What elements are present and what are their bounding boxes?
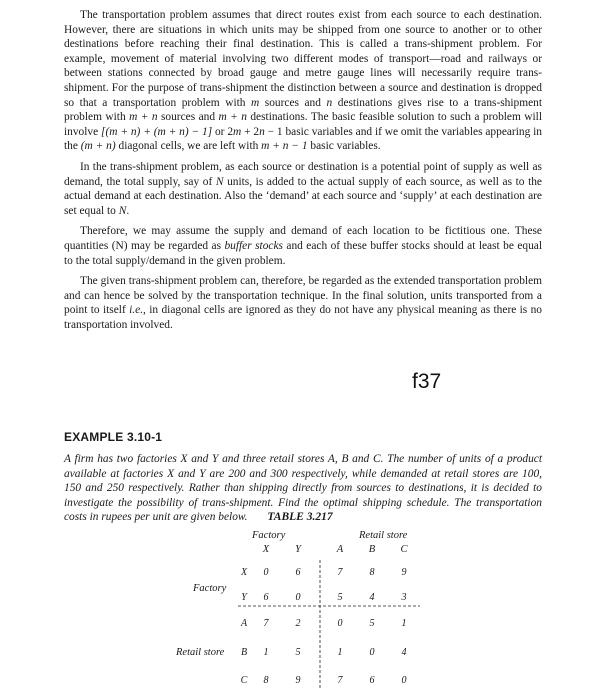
table-cell: 0 [337, 618, 343, 629]
table-row [240, 618, 407, 629]
table-cell: 5 [337, 592, 343, 603]
table-cell: 4 [401, 647, 407, 658]
paragraph-transshipment-intro: The transportation problem assumes that direct routes exist from each source to each destination. However, there are situations in which units may be shipped from one source to another or to other destinations before reaching their final destination. This is called a trans-shipment problem. For example, movement of material involving two different modes of transport—road and railways or between stations connected by broad gauge and metre gauge lines will necessarily require trans-shipment. For the purpose of trans-shipment the distinction between a source and destination is dropped so that a transportation problem with m sources and n destinations gives rise to a trans-shipment problem with m + n sources and m + n destinations. The basic feasible solution to such a problem will involve [(m + n) + (m + n) − 1] or 2m + 2n − 1 basic variables and if we omit the variables appearing in the (m + n) diagonal cells, we are left with m + n − 1 basic variables. [64, 9, 542, 153]
paragraph-extended-problem: The given trans-shipment problem can, therefore, be regarded as the extended transportation problem and can hence be solved by the transportation technique. In the final solution, units transported from a point to itself i.e., in diagonal cells are ignored as they do not have any physical meaning as there is no transportation involved. [64, 275, 542, 331]
table-row [241, 592, 406, 603]
row-label: B [240, 647, 248, 658]
table-cell: 9 [401, 567, 407, 578]
table-row [241, 675, 407, 686]
row-label: Y [241, 592, 247, 603]
row-group-retail: Retail store [176, 647, 225, 658]
table-cell: 8 [369, 567, 375, 578]
table-cell: 2 [295, 618, 301, 629]
table-cell: 6 [263, 592, 269, 603]
col-header-b: B [368, 544, 376, 555]
paragraph-supply-demand: In the trans-shipment problem, as each source or destination is a potential point of supply as well as demand, the total supply, say of N units, is added to the actual supply of each source, as well as to the actual demand at each destination. Also the ‘demand’ at each source and ‘supply’ at each destination are set equal to N. [64, 160, 542, 217]
table-cell: 0 [401, 675, 407, 686]
row-group-factory: Factory [193, 583, 227, 594]
table-cell: 9 [295, 675, 301, 686]
table-cell: 6 [295, 567, 301, 578]
table-row [240, 567, 407, 578]
col-group-factory: Factory [252, 530, 286, 541]
table-cell: 7 [337, 675, 343, 686]
table-cell: 7 [263, 618, 269, 629]
col-group-retail: Retail store [359, 530, 408, 541]
table-cell: 0 [369, 647, 375, 658]
page-number-annotation: f37 [412, 370, 442, 393]
col-header-c: C [400, 544, 408, 555]
table-cell: 5 [295, 647, 301, 658]
table-cell: 5 [369, 618, 375, 629]
table-cell: 4 [369, 592, 375, 603]
example-statement: A firm has two factories X and Y and three retail stores A, B and C. The number of units of a product available at factories X and Y are 200 and 300 respectively, while demanded at retail stores are 100, 150 and 250 respectively. Rather than shipping directly from sources to destinations, it is decided to investigate the possibility of trans-shipment. Find the optimal shipping schedule. The transportation costs in rupees per unit are given below. [64, 453, 542, 524]
table-cell: 6 [369, 675, 375, 686]
col-header-a: A [336, 544, 344, 555]
row-label: C [240, 675, 248, 686]
table-cell: 0 [263, 567, 269, 578]
row-label: A [240, 618, 248, 629]
table-cell: 8 [263, 675, 269, 686]
col-header-x: X [262, 544, 270, 555]
table-cell: 3 [401, 592, 407, 603]
paragraph-buffer-stocks: Therefore, we may assume the supply and demand of each location to be fictitious one. These quantities (N) may be regarded as buffer stocks and each of these buffer stocks should at least be equal to the total supply/demand in the given problem. [64, 225, 542, 267]
table-cell: 7 [337, 567, 343, 578]
table-cell: 0 [295, 592, 301, 603]
row-label: X [240, 567, 248, 578]
example-heading: EXAMPLE 3.10-1 [64, 430, 163, 444]
table-cell: 1 [337, 647, 343, 658]
table-cell: 1 [401, 618, 407, 629]
table-cell: 1 [263, 647, 269, 658]
col-header-y: Y [295, 544, 301, 555]
table-row [241, 647, 407, 658]
table-title: TABLE 3.217 [267, 511, 333, 523]
